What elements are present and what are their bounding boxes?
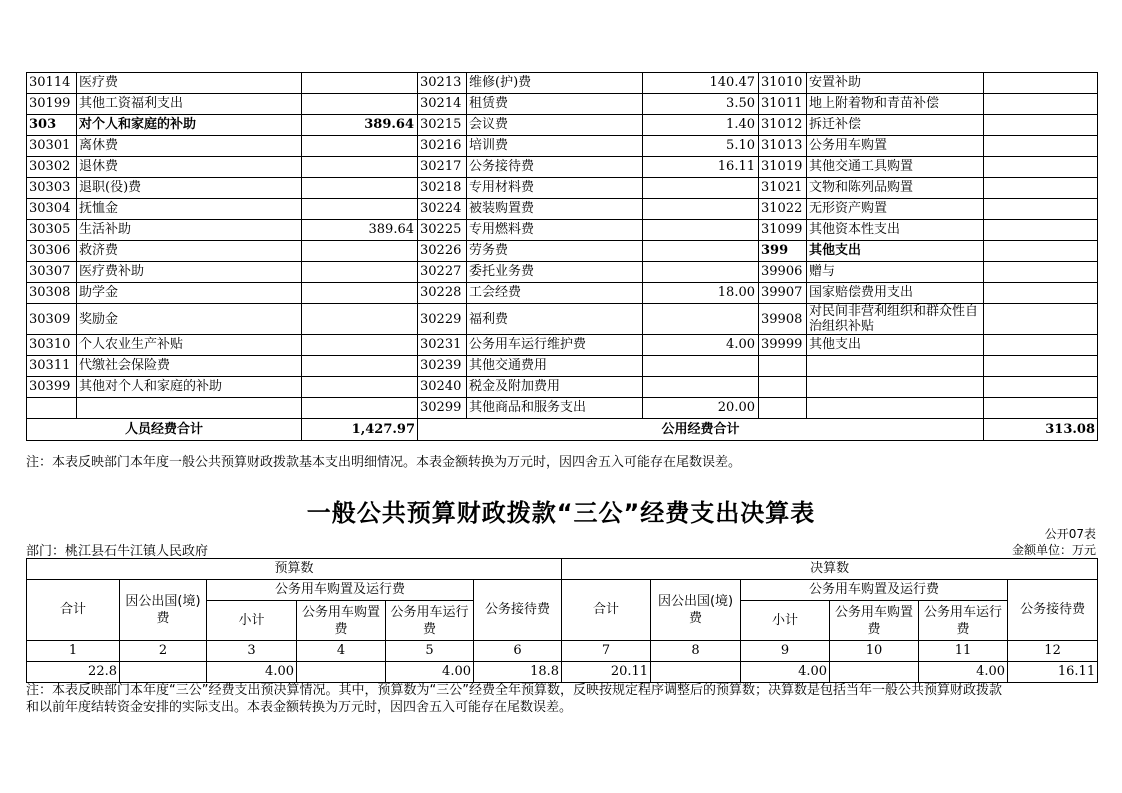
- budget-purchase-header: 公务用车购置费: [297, 601, 386, 641]
- amount-cell: [643, 220, 759, 241]
- amount-cell: [302, 304, 418, 335]
- amount-cell: [643, 262, 759, 283]
- amount-cell: 20.00: [643, 398, 759, 419]
- final-total-header: 合计: [562, 580, 651, 641]
- table-row: [27, 356, 1098, 377]
- item-code-cell: 30305: [27, 220, 77, 241]
- item-name-cell: 劳务费: [467, 241, 643, 262]
- item-code-cell: 30229: [418, 304, 467, 335]
- table-row: [27, 178, 1098, 199]
- item-name-cell: 赠与: [807, 262, 984, 283]
- value-cell: [651, 662, 741, 683]
- amount-cell: [302, 136, 418, 157]
- item-name-cell: 公务接待费: [467, 157, 643, 178]
- item-name-cell: 其他对个人和家庭的补助: [77, 377, 302, 398]
- note-three-public-1: 注：本表反映部门本年度“三公”经费支出预决算情况。其中，预算数为“三公”经费全年预算数，反映按规定程序调整后的预算数；决算数是包括当年一般公共预算财政拨款: [26, 683, 1002, 698]
- final-vehicle-header: 公务用车购置及运行费: [741, 580, 1008, 601]
- item-code-cell: 399: [759, 241, 807, 262]
- final-abroad-header: 因公出国(境)费: [651, 580, 741, 641]
- item-code-cell: 39999: [759, 335, 807, 356]
- page-title: 一般公共预算财政拨款“三公”经费支出决算表: [306, 499, 816, 527]
- amount-cell: [984, 178, 1098, 199]
- amount-cell: [302, 241, 418, 262]
- item-code-cell: 30225: [418, 220, 467, 241]
- amount-cell: [302, 356, 418, 377]
- item-name-cell: 奖励金: [77, 304, 302, 335]
- item-name-cell: 对个人和家庭的补助: [77, 115, 302, 136]
- column-index-cell: 8: [651, 641, 741, 662]
- item-name-cell: 其他交通费用: [467, 356, 643, 377]
- item-name-cell: 公务用车运行维护费: [467, 335, 643, 356]
- item-name-cell: 其他支出: [807, 241, 984, 262]
- item-name-cell: 其他商品和服务支出: [467, 398, 643, 419]
- table-code: 公开07表: [1044, 527, 1096, 541]
- amount-cell: [984, 377, 1098, 398]
- amount-cell: [643, 356, 759, 377]
- item-name-cell: 其他交通工具购置: [807, 157, 984, 178]
- table-row: [27, 157, 1098, 178]
- item-name-cell: 安置补助: [807, 73, 984, 94]
- item-code-cell: 30299: [418, 398, 467, 419]
- amount-cell: 5.10: [643, 136, 759, 157]
- final-purchase-header: 公务用车购置费: [830, 601, 919, 641]
- column-index-cell: 5: [386, 641, 474, 662]
- budget-reception-header: 公务接待费: [474, 580, 562, 641]
- item-code-cell: 30227: [418, 262, 467, 283]
- amount-cell: [302, 335, 418, 356]
- table-row: [27, 283, 1098, 304]
- item-code-cell: 31013: [759, 136, 807, 157]
- budget-abroad-header: 因公出国(境)费: [120, 580, 207, 641]
- value-cell: 18.8: [474, 662, 562, 683]
- amount-cell: [302, 283, 418, 304]
- amount-cell: [984, 398, 1098, 419]
- item-name-cell: 个人农业生产补贴: [77, 335, 302, 356]
- item-code-cell: 31099: [759, 220, 807, 241]
- value-cell: 20.11: [562, 662, 651, 683]
- item-code-cell: 30199: [27, 94, 77, 115]
- item-name-cell: 专用材料费: [467, 178, 643, 199]
- totals-row: [27, 419, 1098, 441]
- amount-cell: [643, 178, 759, 199]
- item-name-cell: 专用燃料费: [467, 220, 643, 241]
- item-code-cell: [27, 398, 77, 419]
- amount-cell: [643, 377, 759, 398]
- unit-label: 金额单位：万元: [1011, 543, 1096, 557]
- final-subtotal-header: 小计: [741, 601, 830, 641]
- table-row: [27, 94, 1098, 115]
- amount-cell: [302, 157, 418, 178]
- table-row: [27, 304, 1098, 335]
- amount-cell: [302, 94, 418, 115]
- item-code-cell: 30311: [27, 356, 77, 377]
- item-name-cell: 医疗费: [77, 73, 302, 94]
- table-row: [27, 241, 1098, 262]
- item-name-cell: 委托业务费: [467, 262, 643, 283]
- item-name-cell: 被装购置费: [467, 199, 643, 220]
- item-code-cell: 30214: [418, 94, 467, 115]
- item-code-cell: 30224: [418, 199, 467, 220]
- budget-total-header: 合计: [27, 580, 120, 641]
- column-index-cell: 6: [474, 641, 562, 662]
- note-three-public-2: 和以前年度结转资金安排的实际支出。本表金额转换为万元时，因四舍五入可能存在尾数误差。: [26, 700, 573, 715]
- item-code-cell: 30215: [418, 115, 467, 136]
- amount-cell: [984, 115, 1098, 136]
- amount-cell: [302, 377, 418, 398]
- value-cell: [830, 662, 919, 683]
- note-basic: 注：本表反映部门本年度一般公共预算财政拨款基本支出明细情况。本表金额转换为万元时，因四舍五入可能存在尾数误差。: [26, 455, 742, 470]
- item-name-cell: 其他资本性支出: [807, 220, 984, 241]
- item-code-cell: 30307: [27, 262, 77, 283]
- amount-cell: 18.00: [643, 283, 759, 304]
- item-code-cell: [759, 356, 807, 377]
- item-name-cell: 医疗费补助: [77, 262, 302, 283]
- amount-cell: 389.64: [302, 115, 418, 136]
- item-name-cell: 助学金: [77, 283, 302, 304]
- amount-cell: 1.40: [643, 115, 759, 136]
- item-code-cell: 30231: [418, 335, 467, 356]
- value-cell: [297, 662, 386, 683]
- item-name-cell: 无形资产购置: [807, 199, 984, 220]
- item-code-cell: 30302: [27, 157, 77, 178]
- column-index-cell: 11: [919, 641, 1008, 662]
- amount-cell: [984, 220, 1098, 241]
- item-code-cell: 30228: [418, 283, 467, 304]
- item-name-cell: 租赁费: [467, 94, 643, 115]
- amount-cell: [643, 241, 759, 262]
- amount-cell: [302, 199, 418, 220]
- value-cell: 4.00: [207, 662, 297, 683]
- item-name-cell: [807, 377, 984, 398]
- item-name-cell: [807, 356, 984, 377]
- item-name-cell: 对民间非营利组织和群众性自治组织补贴: [807, 304, 984, 335]
- amount-cell: [984, 335, 1098, 356]
- final-reception-header: 公务接待费: [1008, 580, 1098, 641]
- item-name-cell: 工会经费: [467, 283, 643, 304]
- final-header: 决算数: [562, 559, 1098, 580]
- amount-cell: [984, 304, 1098, 335]
- amount-cell: [984, 241, 1098, 262]
- item-code-cell: 31022: [759, 199, 807, 220]
- amount-cell: 3.50: [643, 94, 759, 115]
- item-code-cell: 30399: [27, 377, 77, 398]
- amount-cell: [643, 199, 759, 220]
- three-public-table: [26, 558, 1098, 683]
- value-cell: 4.00: [386, 662, 474, 683]
- item-name-cell: 国家赔偿费用支出: [807, 283, 984, 304]
- column-index-cell: 9: [741, 641, 830, 662]
- item-name-cell: [807, 398, 984, 419]
- value-cell: [120, 662, 207, 683]
- item-code-cell: 31011: [759, 94, 807, 115]
- amount-cell: [302, 262, 418, 283]
- value-cell: 16.11: [1008, 662, 1098, 683]
- item-code-cell: 30306: [27, 241, 77, 262]
- amount-cell: [984, 199, 1098, 220]
- value-cell: 4.00: [741, 662, 830, 683]
- item-name-cell: 代缴社会保险费: [77, 356, 302, 377]
- item-name-cell: 税金及附加费用: [467, 377, 643, 398]
- amount-cell: [984, 262, 1098, 283]
- item-code-cell: [759, 377, 807, 398]
- amount-cell: 16.11: [643, 157, 759, 178]
- item-name-cell: 其他工资福利支出: [77, 94, 302, 115]
- department-label: 部门：桃江县石牛江镇人民政府: [26, 544, 209, 559]
- item-code-cell: 31019: [759, 157, 807, 178]
- value-cell: 22.8: [27, 662, 120, 683]
- item-name-cell: 拆迁补偿: [807, 115, 984, 136]
- item-code-cell: 30301: [27, 136, 77, 157]
- item-code-cell: 30213: [418, 73, 467, 94]
- table-row: [27, 398, 1098, 419]
- item-code-cell: [759, 398, 807, 419]
- table-row: [27, 220, 1098, 241]
- amount-cell: [302, 178, 418, 199]
- amount-cell: [984, 136, 1098, 157]
- item-name-cell: 维修(护)费: [467, 73, 643, 94]
- budget-header: 预算数: [27, 559, 562, 580]
- amount-cell: [643, 304, 759, 335]
- column-index-cell: 7: [562, 641, 651, 662]
- column-index-cell: 1: [27, 641, 120, 662]
- item-code-cell: 31021: [759, 178, 807, 199]
- table-row: [27, 377, 1098, 398]
- item-code-cell: 303: [27, 115, 77, 136]
- personnel-total-label: 人员经费合计: [27, 419, 302, 441]
- item-code-cell: 39906: [759, 262, 807, 283]
- item-name-cell: 会议费: [467, 115, 643, 136]
- item-name-cell: 福利费: [467, 304, 643, 335]
- item-name-cell: 退职(役)费: [77, 178, 302, 199]
- public-total-label: 公用经费合计: [418, 419, 984, 441]
- item-name-cell: 抚恤金: [77, 199, 302, 220]
- item-name-cell: 地上附着物和青苗补偿: [807, 94, 984, 115]
- column-index-cell: 12: [1008, 641, 1098, 662]
- item-name-cell: 培训费: [467, 136, 643, 157]
- amount-cell: 140.47: [643, 73, 759, 94]
- table-row: [27, 262, 1098, 283]
- amount-cell: [984, 157, 1098, 178]
- column-index-cell: 3: [207, 641, 297, 662]
- item-code-cell: 30217: [418, 157, 467, 178]
- item-code-cell: 31010: [759, 73, 807, 94]
- item-code-cell: 30310: [27, 335, 77, 356]
- item-name-cell: 其他支出: [807, 335, 984, 356]
- basic-expenditure-table: [26, 72, 1098, 441]
- item-name-cell: [77, 398, 302, 419]
- item-name-cell: 救济费: [77, 241, 302, 262]
- table-row: [27, 136, 1098, 157]
- item-code-cell: 30308: [27, 283, 77, 304]
- item-name-cell: 退休费: [77, 157, 302, 178]
- table-row: [27, 73, 1098, 94]
- personnel-total-value: 1,427.97: [302, 419, 418, 441]
- amount-cell: [984, 73, 1098, 94]
- amount-cell: [302, 398, 418, 419]
- item-code-cell: 30304: [27, 199, 77, 220]
- amount-cell: [984, 283, 1098, 304]
- item-code-cell: 39908: [759, 304, 807, 335]
- table-row: [27, 199, 1098, 220]
- item-code-cell: 30218: [418, 178, 467, 199]
- item-code-cell: 30226: [418, 241, 467, 262]
- item-code-cell: 39907: [759, 283, 807, 304]
- amount-cell: 389.64: [302, 220, 418, 241]
- budget-vehicle-header: 公务用车购置及运行费: [207, 580, 474, 601]
- amount-cell: [984, 94, 1098, 115]
- budget-subtotal-header: 小计: [207, 601, 297, 641]
- item-code-cell: 30303: [27, 178, 77, 199]
- column-index-cell: 2: [120, 641, 207, 662]
- item-code-cell: 30239: [418, 356, 467, 377]
- amount-cell: [302, 73, 418, 94]
- amount-cell: 4.00: [643, 335, 759, 356]
- value-cell: 4.00: [919, 662, 1008, 683]
- item-name-cell: 文物和陈列品购置: [807, 178, 984, 199]
- final-operation-header: 公务用车运行费: [919, 601, 1008, 641]
- amount-cell: [984, 356, 1098, 377]
- item-code-cell: 30309: [27, 304, 77, 335]
- item-name-cell: 生活补助: [77, 220, 302, 241]
- item-name-cell: 离休费: [77, 136, 302, 157]
- item-code-cell: 30240: [418, 377, 467, 398]
- column-index-cell: 10: [830, 641, 919, 662]
- budget-operation-header: 公务用车运行费: [386, 601, 474, 641]
- item-code-cell: 30216: [418, 136, 467, 157]
- table-row: [27, 115, 1098, 136]
- column-index-cell: 4: [297, 641, 386, 662]
- public-total-value: 313.08: [984, 419, 1098, 441]
- table-row: [27, 335, 1098, 356]
- item-code-cell: 30114: [27, 73, 77, 94]
- item-name-cell: 公务用车购置: [807, 136, 984, 157]
- item-code-cell: 31012: [759, 115, 807, 136]
